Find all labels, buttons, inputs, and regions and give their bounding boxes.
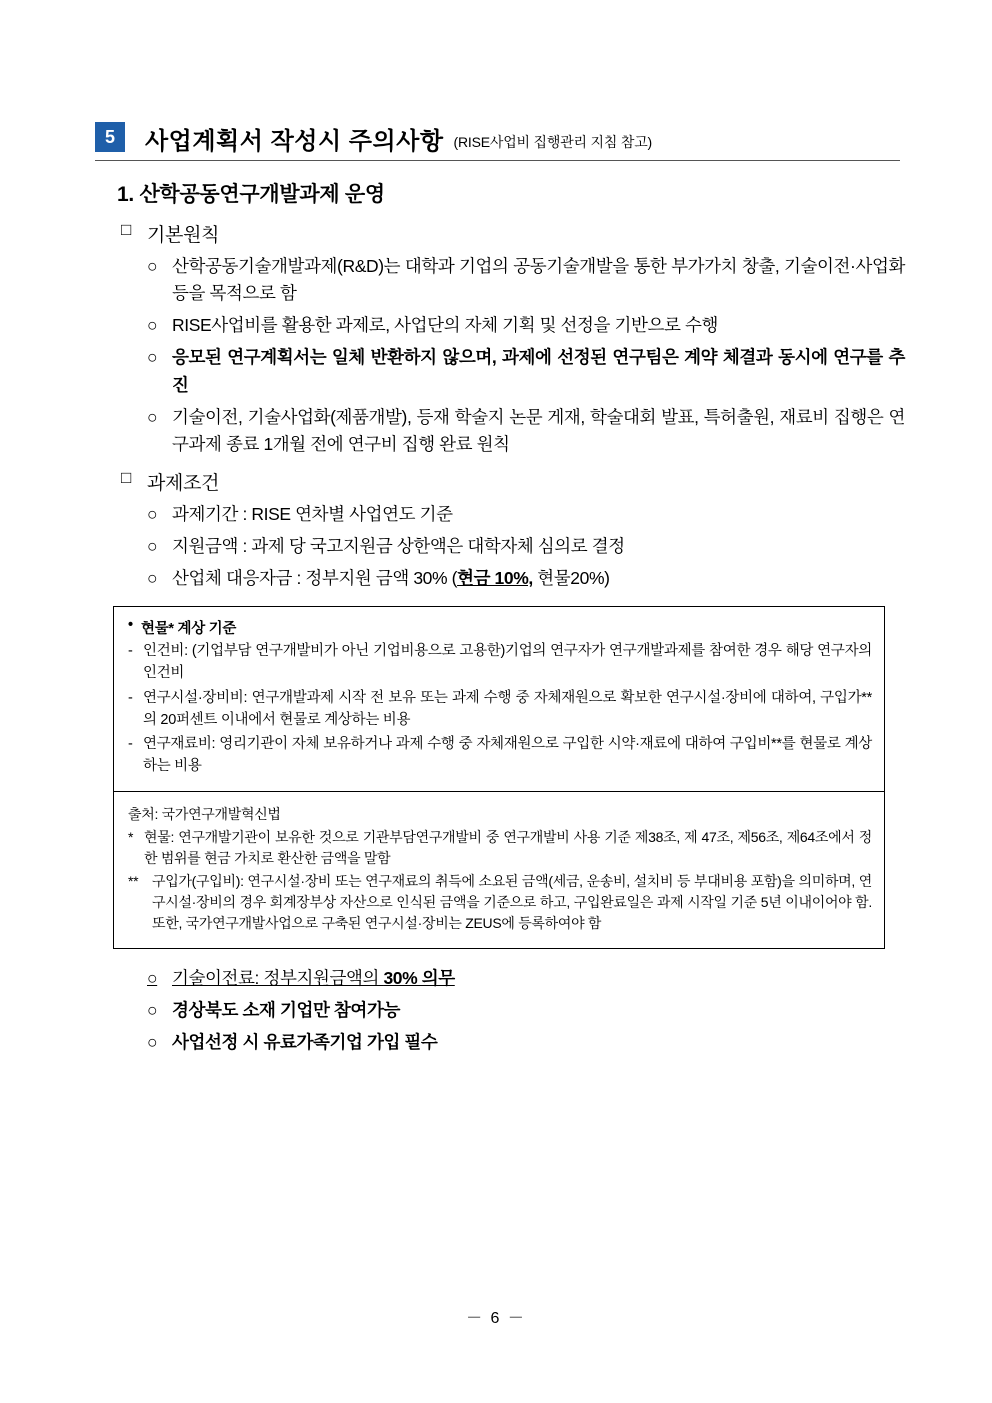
list-item-text: 경상북도 소재 기업만 참여가능 [172, 999, 400, 1020]
double-asterisk-marker-icon: ** [128, 872, 139, 889]
note-item-text: 인건비: (기업부담 연구개발비가 아닌 기업비용으로 고용한)기업의 연구자가 연구개발과제를 참여한 경우 해당 연구자의 인건비 [143, 643, 872, 681]
dash-marker-icon: - [128, 736, 133, 753]
circle-marker-icon: ○ [147, 536, 158, 556]
list-item [147, 965, 905, 992]
list-item-text: 사업선정 시 유료가족기업 가입 필수 [172, 1032, 438, 1052]
list-item [147, 404, 905, 458]
heading-1: 1. 산학공동연구개발과제 운영 [117, 183, 385, 206]
list-item-text: 기술이전, 기술사업화(제품개발), 등재 학술지 논문 게재, 학술대회 발표, 특허출원, 재료비 집행은 연구과제 종료 1개월 전에 연구비 집행 완료 원칙 [172, 406, 905, 454]
list-item-text: 응모된 연구계획서는 일체 반환하지 않으며, 과제에 선정된 연구팀은 계약 체결과 동시에 연구를 추진 [172, 347, 905, 395]
list-item-text: 과제기간 : RISE 연차별 사업연도 기준 [172, 503, 453, 524]
tech-transfer-fee-rate: 30% 의무 [383, 967, 455, 988]
note-item-text: 연구시설·장비비: 연구개발과제 시작 전 보유 또는 과제 수행 중 자체재원으로 확보한 연구시설·장비에 대하여, 구입가**의 20퍼센트 이내에서 현물로 계상하는 비용 [143, 689, 872, 728]
list-item [147, 344, 905, 398]
footnote-2 [128, 871, 872, 934]
list-item [147, 312, 905, 339]
list-item-text: 지원금액 : 과제 당 국고지원금 상한액은 대학자체 심의로 결정 [172, 536, 625, 556]
list-item-text [172, 565, 905, 592]
matching-fund-suffix: 현물20%) [532, 568, 610, 589]
circle-marker-icon: ○ [147, 999, 158, 1020]
document-body [95, 170, 905, 1061]
list-item [147, 565, 905, 592]
list-item [147, 501, 905, 528]
list-item [147, 253, 905, 307]
circle-marker-icon: ○ [147, 315, 158, 336]
note-box-title-text: 현물* 계상 기준 [141, 621, 237, 638]
dash-marker-icon: - [128, 689, 133, 706]
in-kind-criteria-section [114, 607, 884, 792]
footnote-1 [128, 827, 872, 869]
circle-marker-icon: ○ [147, 347, 158, 368]
list-item-text: 산학공동기술개발과제(R&D)는 대학과 기업의 공동기술개발을 통한 부가가치 창출, 기술이전·사업화 등을 목적으로 함 [172, 256, 905, 304]
asterisk-marker-icon: * [128, 828, 134, 845]
list-item [147, 533, 905, 560]
list-item [147, 997, 905, 1024]
group-label-text: 과제조건 [147, 472, 220, 494]
source-footnotes-section [114, 792, 884, 948]
footnote-1-text: 현물: 연구개발기관이 보유한 것으로 기관부담연구개발비 중 연구개발비 사용 기준 제38조, 제 47조, 제56조, 제64조에서 정한 범위를 현금 가치로 환산한 금액을 말함 [144, 828, 872, 866]
post-note-list [95, 965, 905, 1056]
source-line: 출처: 국가연구개발혁신법 [128, 805, 281, 822]
list-item-text [172, 965, 905, 992]
dash-marker-icon: - [128, 643, 133, 660]
circle-marker-icon: ○ [147, 967, 158, 988]
in-kind-note-box [113, 606, 885, 949]
section-number-badge: 5 [95, 122, 125, 152]
note-box-title [128, 617, 872, 638]
circle-marker-icon: ○ [147, 568, 158, 589]
group-label-text: 기본원칙 [147, 225, 220, 246]
note-item [128, 641, 872, 685]
circle-marker-icon: ○ [147, 256, 158, 276]
circle-marker-icon: ○ [147, 1032, 158, 1052]
bullet-dot-icon: • [128, 617, 133, 634]
tech-transfer-fee-prefix: 기술이전료: 정부지원금액의 [172, 967, 384, 988]
page-number: － 6 － [466, 1310, 526, 1327]
section-header [95, 122, 900, 161]
note-item-text: 연구재료비: 영리기관이 자체 보유하거나 과제 수행 중 자체재원으로 구입한 시약·재료에 대하여 구입비**를 현물로 계상하는 비용 [143, 736, 872, 774]
section-subtitle: (RISE사업비 집행관리 지침 참고) [453, 134, 652, 150]
section-title: 사업계획서 작성시 주의사항 [145, 128, 444, 155]
matching-fund-cash: 현금 10%, [457, 568, 533, 589]
list-item [147, 1029, 905, 1056]
footnote-2-text: 구입가(구입비): 연구시설·장비 또는 연구재료의 취득에 소요된 금액(세금, 운송비, 설치비 등 부대비용 포함)을 의미하며, 연구시설·장비의 경우 회계장부상 자산으로 인식된 금액을 기준으로 하고, 구입완료일은 과제 시작일 기준 5년 이내이어야 함. 또한, 국가연구개발사업으로 구축된 연구시설·장비는 ZEUS에 등록하여야 함 [152, 872, 872, 931]
square-marker-icon: □ [121, 467, 131, 487]
group-label-task-conditions [121, 468, 905, 495]
note-item [128, 688, 872, 732]
matching-fund-prefix: 산업체 대응자금 : 정부지원 금액 30% ( [172, 568, 458, 589]
list-item-text: RISE사업비를 활용한 과제로, 사업단의 자체 기획 및 선정을 기반으로 수행 [172, 315, 719, 336]
circle-marker-icon: ○ [147, 503, 158, 524]
circle-marker-icon: ○ [147, 406, 158, 427]
group-label-basic-principles [121, 220, 905, 247]
note-item [128, 734, 872, 778]
square-marker-icon: □ [121, 220, 131, 239]
